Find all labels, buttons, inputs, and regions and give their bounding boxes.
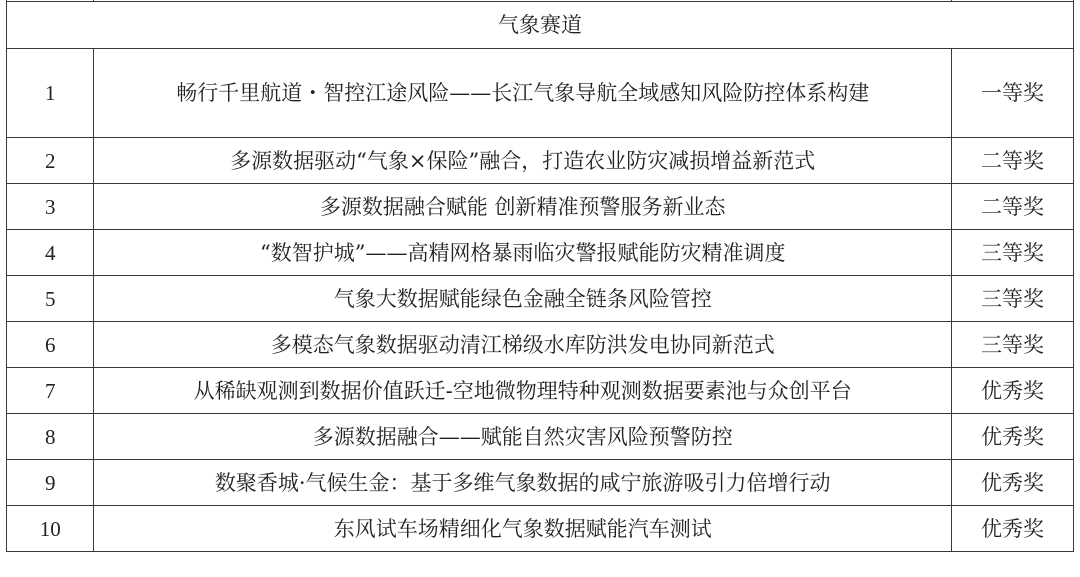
table-row xyxy=(7,276,1074,322)
section-title: 气象赛道 xyxy=(7,2,1074,49)
awards-table xyxy=(6,0,1074,552)
prize-level: 二等奖 xyxy=(952,184,1074,230)
project-title: 多模态气象数据驱动清江梯级水库防洪发电协同新范式 xyxy=(94,322,952,368)
table-row xyxy=(7,506,1074,552)
row-number: 9 xyxy=(7,460,94,506)
project-title: 多源数据融合——赋能自然灾害风险预警防控 xyxy=(94,414,952,460)
row-number: 7 xyxy=(7,368,94,414)
prize-level: 三等奖 xyxy=(952,276,1074,322)
project-title: 气象大数据赋能绿色金融全链条风险管控 xyxy=(94,276,952,322)
project-title: 数聚香城·气候生金：基于多维气象数据的咸宁旅游吸引力倍增行动 xyxy=(94,460,952,506)
project-title: 东风试车场精细化气象数据赋能汽车测试 xyxy=(94,506,952,552)
table-row xyxy=(7,322,1074,368)
prize-level: 三等奖 xyxy=(952,230,1074,276)
table-row xyxy=(7,460,1074,506)
project-title: 多源数据驱动“气象×保险”融合，打造农业防灾减损增益新范式 xyxy=(94,138,952,184)
row-number: 5 xyxy=(7,276,94,322)
row-number: 6 xyxy=(7,322,94,368)
table-row xyxy=(7,414,1074,460)
prize-level: 优秀奖 xyxy=(952,414,1074,460)
section-header-row xyxy=(7,2,1074,49)
project-title: “数智护城”——高精网格暴雨临灾警报赋能防灾精准调度 xyxy=(94,230,952,276)
table-row xyxy=(7,368,1074,414)
table-row xyxy=(7,138,1074,184)
row-number: 8 xyxy=(7,414,94,460)
prize-level: 二等奖 xyxy=(952,138,1074,184)
prize-level: 优秀奖 xyxy=(952,460,1074,506)
prize-level: 优秀奖 xyxy=(952,506,1074,552)
prize-level: 一等奖 xyxy=(952,49,1074,138)
table-row xyxy=(7,49,1074,138)
row-number: 4 xyxy=(7,230,94,276)
table-row xyxy=(7,230,1074,276)
project-title: 多源数据融合赋能 创新精准预警服务新业态 xyxy=(94,184,952,230)
row-number: 1 xyxy=(7,49,94,138)
project-title: 畅行千里航道・智控江途风险——长江气象导航全域感知风险防控体系构建 xyxy=(94,49,952,138)
row-number: 2 xyxy=(7,138,94,184)
row-number: 3 xyxy=(7,184,94,230)
prize-level: 三等奖 xyxy=(952,322,1074,368)
row-number: 10 xyxy=(7,506,94,552)
project-title: 从稀缺观测到数据价值跃迁-空地微物理特种观测数据要素池与众创平台 xyxy=(94,368,952,414)
table-row xyxy=(7,184,1074,230)
prize-level: 优秀奖 xyxy=(952,368,1074,414)
